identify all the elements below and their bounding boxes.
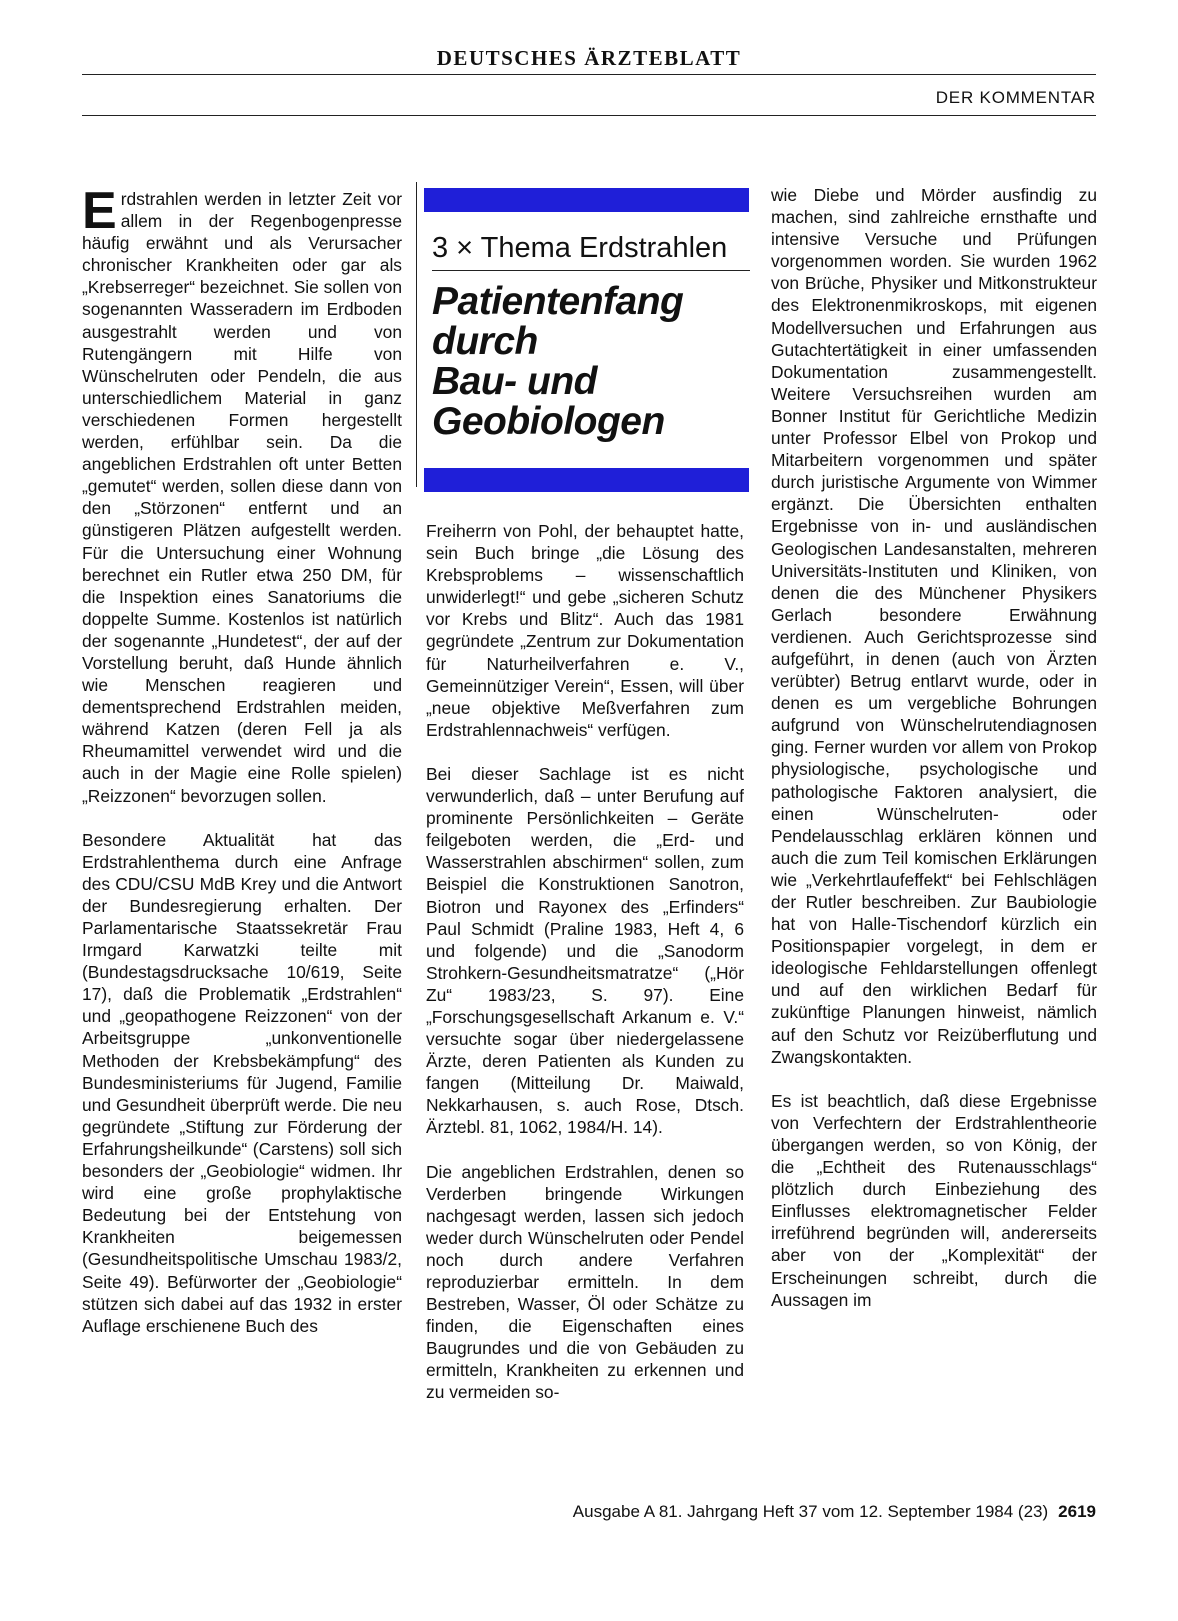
- masthead-rule: [82, 74, 1096, 75]
- paragraph-text: rdstrahlen werden in letzter Zeit vor allem in der Regenbogenpresse häufig erwähnt und als Verursacher chronischer Krankheiten oder gar als „Krebserreger“ bezeichnet. Sie sollen von sogenannten Wasseradern im Erdboden ausgestrahlt werden und von Rutengängern mit Hilfe von Wünschelruten oder Pendeln, die aus unterschiedlichem Material in ganz verschiedenen Formen hergestellt werden, erfühlbar sein. Da die angeblichen Erdstrahlen oft unter Betten „gemutet“ werden, sollen diese dann von den „Störzonen“ entfernt und an günstigeren Plätzen aufgestellt werden. Für die Untersuchung einer Wohnung berechnet ein Rutler etwa 250 DM, für die Inspektion eines Sanatoriums die doppelte Summe. Kostenlos ist natürlich der sogenannte „Hundetest“, der auf der Vorstellung beruht, daß Hunde ähnlich wie Menschen reagieren und dementsprechend Erdstrahlen meiden, während Katzen (deren Fell ja als Rheumamittel verwendet wird und die auch in der Magie eine Rolle spielen) „Reizzonen“ bevorzugen sollen.: [82, 189, 402, 806]
- accent-bar-top: [424, 188, 749, 212]
- paragraph: Besondere Aktualität hat das Erdstrahlenthema durch eine Anfrage des CDU/CSU MdB Krey und die Antwort der Bundesregierung erhalten. Der Parlamentarische Staatssekretär Frau Irmgard Karwatzki teilte mit (Bundestagsdrucksache 10/619, Seite 17), daß die Problematik „Erdstrahlen“ und „geopathogene Reizzonen“ von der Arbeitsgruppe „unkonventionelle Methoden der Krebsbekämpfung“ des Bundesministeriums für Jugend, Familie und Gesundheit überprüft werde. Die neu gegründete „Stiftung zur Förderung der Erfahrungsheilkunde“ (Carstens) soll sich besonders der „Geobiologie“ widmen. Ihr wird eine große prophylaktische Bedeutung bei der Entstehung von Krankheiten beigemessen (Gesundheitspolitische Umschau 1983/2, Seite 49). Befürworter der „Geobiologie“ stützen sich dabei auf das 1932 in erster Auflage erschienene Buch des: [82, 829, 402, 1336]
- kicker: 3 × Thema Erdstrahlen: [432, 232, 728, 264]
- drop-cap: E: [82, 182, 117, 240]
- headline: [432, 282, 752, 442]
- article-column-1: [82, 182, 402, 1359]
- headline-line: Geobiologen: [432, 400, 665, 443]
- paragraph: wie Diebe und Mörder ausfindig zu machen, sind zahlreiche ernsthafte und intensive Versuche und Prüfungen vorgenommen worden. Sie wurden 1962 von Brüche, Physiker und Mitkonstrukteur des Elektronenmikroskops, mit eigenen Modellversuchen und Erfahrungen aus Gutachtertätigkeit in einer umfassenden Dokumentation zusammengestellt. Weitere Versuchsreihen wurden am Bonner Institut für Gerichtliche Medizin unter Professor Elbel von Prokop und Mitarbeitern vorgenommen und später durch juristische Argumente von Wimmer ergänzt. Die Übersichten enthalten Ergebnisse von in- und ausländischen Geologischen Landesanstalten, mehreren Universitäts-Instituten und Kliniken, von denen die des Münchener Physikers Gerlach besondere Erwähnung verdienen. Auch Gerichtsprozesse sind aufgeführt, in denen (auch von Ärzten verübter) Betrug entlarvt wurde, oder in denen es um vergebliche Bohrungen aufgrund von Wünschelrutendiagnosen ging. Ferner wurden vor allem von Prokop physiologische, psychologische und pathologische Faktoren analysiert, die einen Wünschelruten- oder Pendelausschlag erklären können und auch die zum Teil komischen Erklärungen wie „Verkehrtlaufeffekt“ bei Fehlschlägen der Rutler beschreiben. Zur Baubiologie hat von Halle-Tischendorf kürzlich ein Positionspapier vorgelegt, in dem er ideologische Fehldarstellungen offenlegt und auf den wirklichen Bedarf für zukünftige Planungen hinweist, nämlich auf den Schutz vor Reizüberflutung und Zwangskontakten.: [771, 185, 1097, 1067]
- headline-line: Bau- und: [432, 360, 597, 403]
- paragraph: Bei dieser Sachlage ist es nicht verwunderlich, daß – unter Berufung auf prominente Persönlichkeiten – Geräte feilgeboten werden, die „Erd- und Wasserstrahlen abschirmen“ sollen, zum Beispiel die Konstruktionen Sanotron, Biotron und Rayonex des „Erfinders“ Paul Schmidt (Praline 1983, Heft 4, 6 und folgende) und die „Sanodorm Strohkern-Gesundheitsmatratze“ („Hör Zu“ 1983/23, S. 97). Eine „Forschungsgesellschaft Arkanum e. V.“ versuchte sogar über niedergelassene Ärzte, deren Patienten als Kunden zu fangen (Mitteilung Dr. Maiwald, Nekkarhausen, s. auch Rose, Dtsch. Ärztebl. 81, 1062, 1984/H. 14).: [426, 763, 744, 1138]
- article-column-3: [771, 184, 1097, 1333]
- accent-bar-bottom: [424, 468, 749, 492]
- issue-info: Ausgabe A 81. Jahrgang Heft 37 vom 12. September 1984 (23): [572, 1502, 1049, 1521]
- paragraph: Freiherrn von Pohl, der behauptet hatte, sein Buch bringe „die Lösung des Krebsproblems – wissenschaftlich unwiderlegt!“ und gebe „sicheren Schutz vor Krebs und Blitz“. Auch das 1981 gegründete „Zentrum zur Dokumentation für Naturheilverfahren e. V., Gemeinnütziger Verein“, Essen, will über „neue objektive Meßverfahren zum Erdstrahlennachweis“ verfügen.: [426, 521, 744, 740]
- section-rule: [82, 115, 1096, 116]
- masthead: DEUTSCHES ÄRZTEBLATT: [436, 46, 742, 70]
- section-label: DER KOMMENTAR: [935, 88, 1096, 107]
- headline-line: durch: [432, 320, 538, 363]
- title-box: [416, 182, 752, 482]
- paragraph: Es ist beachtlich, daß diese Ergebnisse von Verfechtern der Erdstrahlentheorie übergangen werden, so von König, der die „Echtheit des Rutenausschlags“ plötzlich durch Einbeziehung des Einflusses elektromagnetischer Felder irreführend begründen will, andererseits aber von der „Komplexität“ der Erscheinungen schreibt, durch die Aussagen im: [771, 1090, 1097, 1310]
- paragraph: [82, 182, 402, 807]
- page-footer: [573, 1502, 1096, 1522]
- article-column-2: [426, 520, 744, 1426]
- kicker-rule: [432, 270, 750, 271]
- paragraph: Die angeblichen Erdstrahlen, denen so Verderben bringende Wirkungen nachgesagt werden, lassen sich jedoch weder durch Wünschelruten oder Pendel noch durch andere Verfahren reproduzierbar ermitteln. In dem Bestreben, Wasser, Öl oder Schätze zu finden, die Eigenschaften eines Baugrundes und die von Gebäuden zu ermitteln, Krankheiten zu erkennen und zu vermeiden so-: [426, 1161, 744, 1403]
- headline-line: Patientenfang: [432, 280, 684, 323]
- page-number: 2619: [1058, 1502, 1096, 1521]
